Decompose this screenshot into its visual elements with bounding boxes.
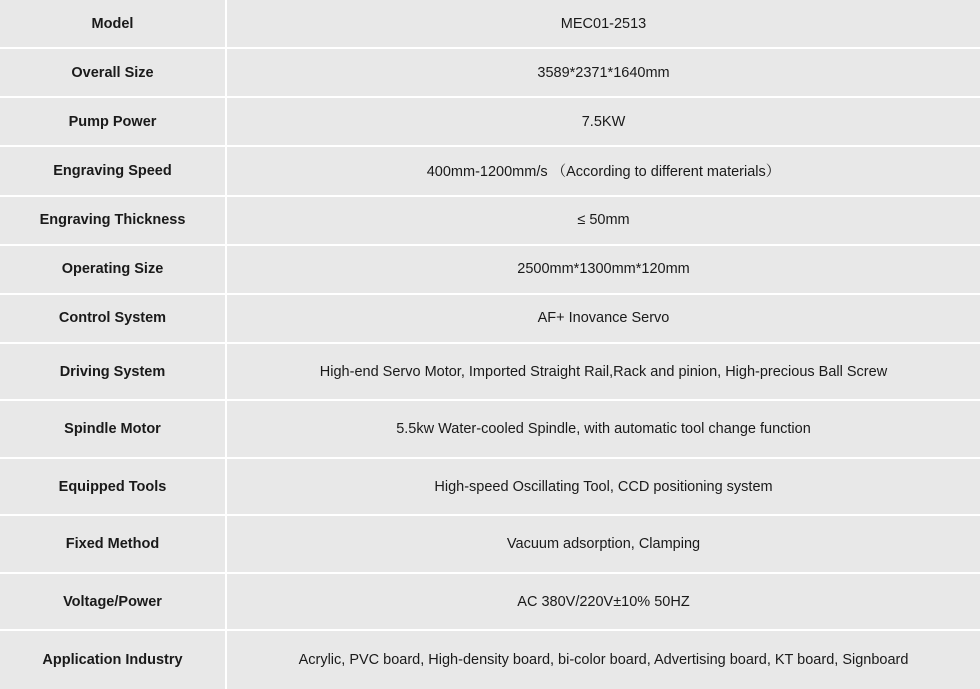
table-row <box>0 246 980 295</box>
row-value: 2500mm*1300mm*120mm <box>227 246 980 295</box>
row-value: Vacuum adsorption, Clamping <box>227 516 980 574</box>
table-row <box>0 574 980 632</box>
row-value: 5.5kw Water-cooled Spindle, with automatic tool change function <box>227 401 980 459</box>
table-row <box>0 197 980 246</box>
row-value: MEC01-2513 <box>227 0 980 49</box>
table-row <box>0 516 980 574</box>
row-label: Model <box>0 0 227 49</box>
table-row <box>0 459 980 517</box>
row-label: Engraving Thickness <box>0 197 227 246</box>
row-value: 7.5KW <box>227 98 980 147</box>
row-label: Pump Power <box>0 98 227 147</box>
row-label: Equipped Tools <box>0 459 227 517</box>
row-value: AC 380V/220V±10% 50HZ <box>227 574 980 632</box>
row-value: 400mm-1200mm/s （According to different materials） <box>227 147 980 196</box>
row-label: Engraving Speed <box>0 147 227 196</box>
row-label: Spindle Motor <box>0 401 227 459</box>
row-label: Operating Size <box>0 246 227 295</box>
table-row <box>0 49 980 98</box>
row-label: Voltage/Power <box>0 574 227 632</box>
row-value: High-end Servo Motor, Imported Straight Rail,Rack and pinion, High-precious Ball Screw <box>227 344 980 402</box>
row-value: AF+ Inovance Servo <box>227 295 980 344</box>
table-row <box>0 147 980 196</box>
table-row <box>0 98 980 147</box>
row-value: ≤ 50mm <box>227 197 980 246</box>
table-row <box>0 295 980 344</box>
table-row <box>0 631 980 689</box>
row-label: Driving System <box>0 344 227 402</box>
table-row <box>0 344 980 402</box>
table-row <box>0 0 980 49</box>
row-label: Fixed Method <box>0 516 227 574</box>
row-value: Acrylic, PVC board, High-density board, bi-color board, Advertising board, KT board, Signboard <box>227 631 980 689</box>
row-label: Control System <box>0 295 227 344</box>
row-label: Overall Size <box>0 49 227 98</box>
row-value: 3589*2371*1640mm <box>227 49 980 98</box>
row-value: High-speed Oscillating Tool, CCD positioning system <box>227 459 980 517</box>
table-row <box>0 401 980 459</box>
row-label: Application Industry <box>0 631 227 689</box>
